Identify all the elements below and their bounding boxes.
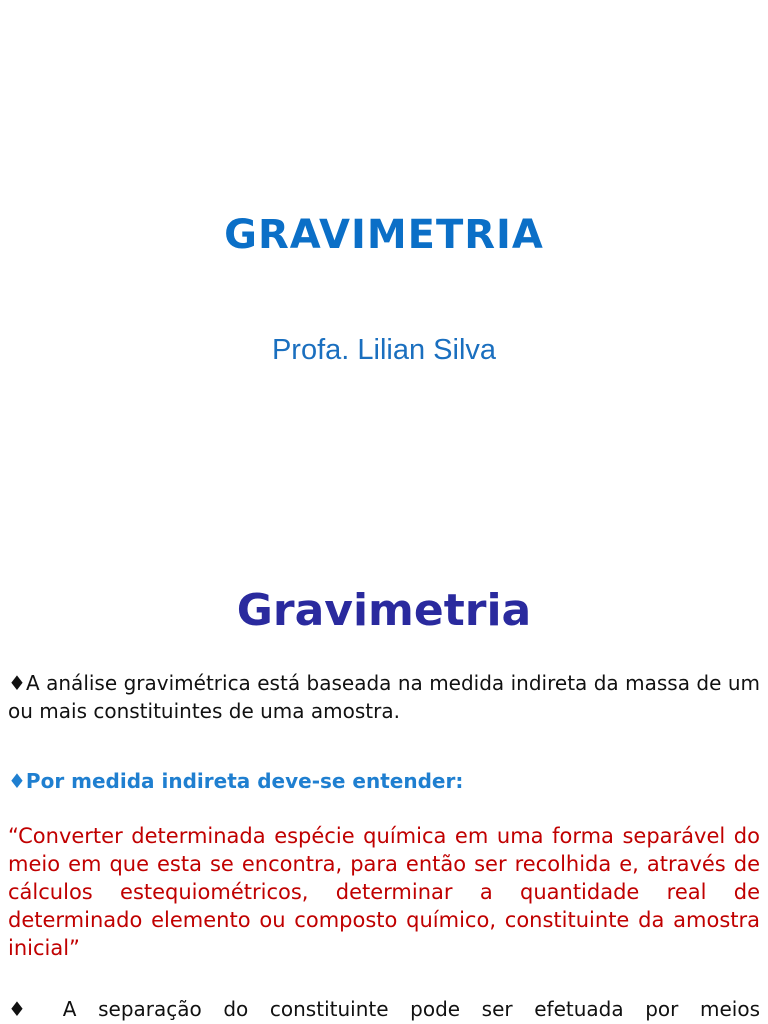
slide-title: GRAVIMETRIA [224,212,544,258]
section-heading: Gravimetria [236,585,532,636]
paragraph-separation: ♦ A separação do constituinte pode ser efetuada por meios [8,997,760,1021]
paragraph-quote: “Converter determinada espécie química em uma forma separável do meio em que esta se encontra, para então ser recolhida e, através de cálculos estequiométricos, determinar a quantidade real de determinado elemento ou composto químico, constituinte da amostra inicial” [8,824,760,960]
paragraph-definition: ♦A análise gravimétrica está baseada na medida indireta da massa de um ou mais constituintes de uma amostra. [8,671,760,723]
slide-subtitle: Profa. Lilian Silva [271,334,497,366]
paragraph-indirect-measure: ♦Por medida indireta deve-se entender: [8,769,464,793]
